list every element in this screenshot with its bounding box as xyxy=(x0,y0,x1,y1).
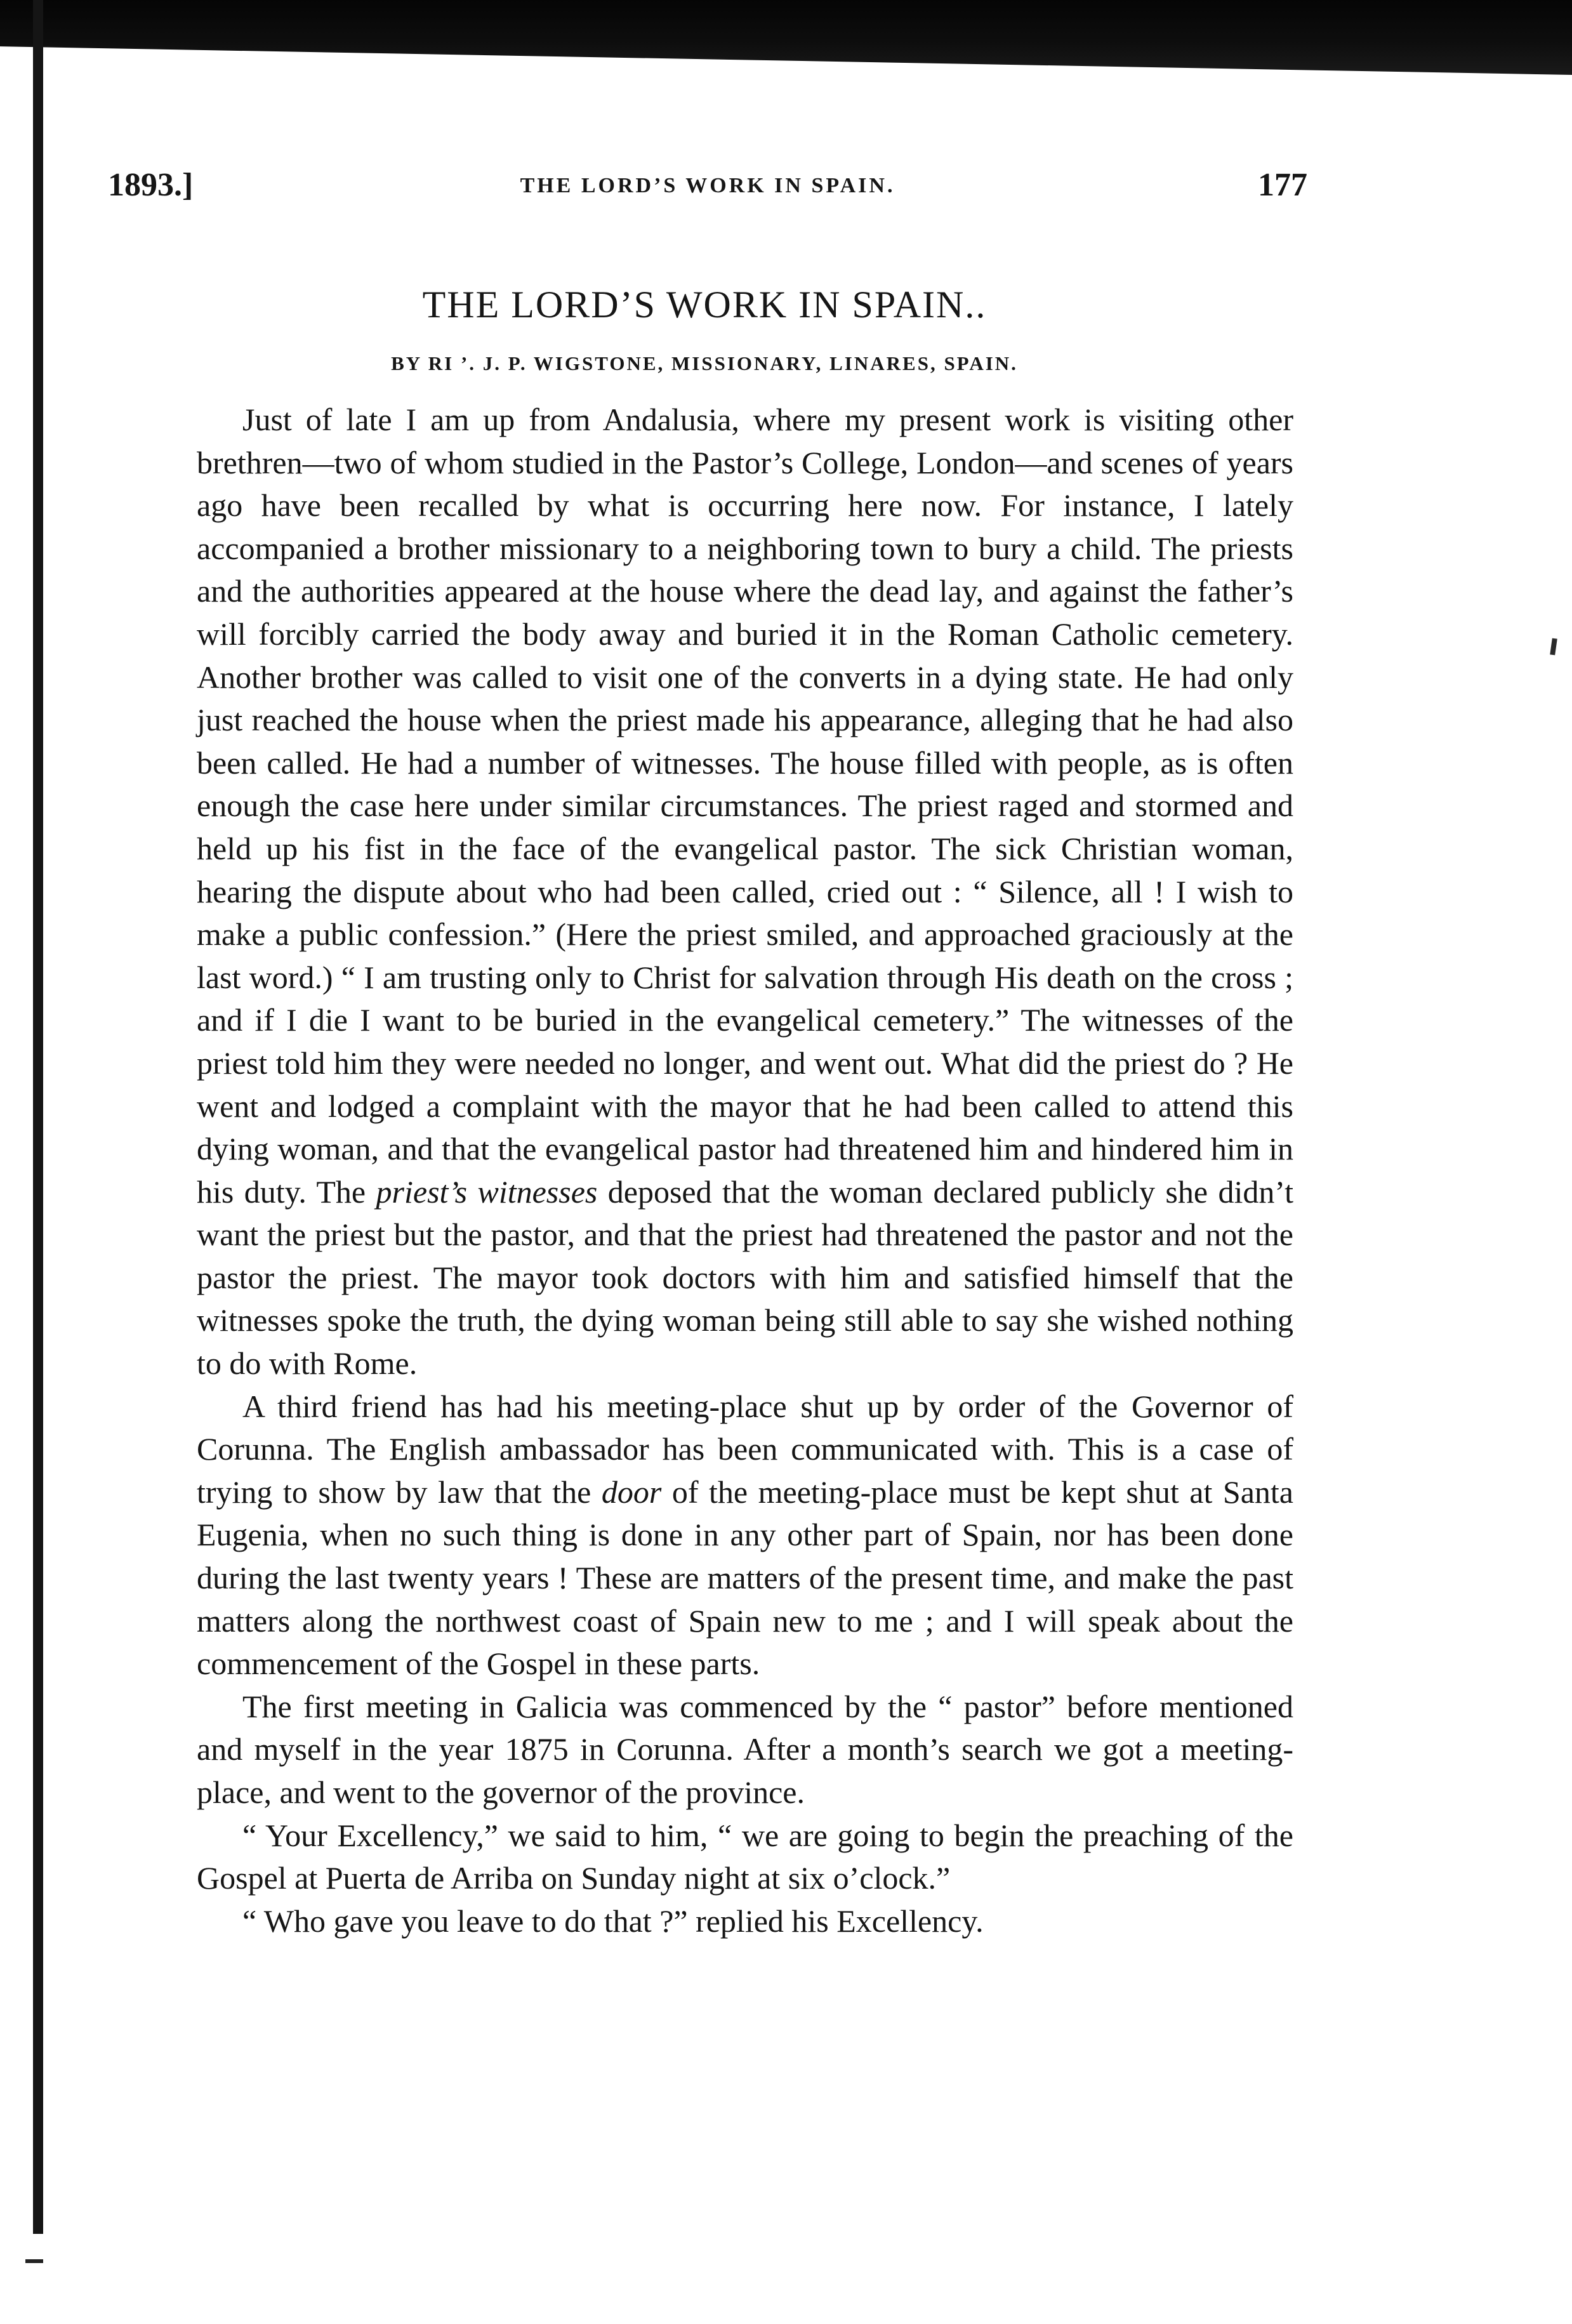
paragraph-5: “ Who gave you leave to do that ?” replied his Excellency. xyxy=(242,1903,984,1939)
paragraph-2-text-a: A third friend has had his meeting-place shut up by order of the Governor of Corunna. The English ambassador has been communicated with. This is a case of trying to show by law that the xyxy=(197,1388,1293,1510)
scan-top-border xyxy=(0,0,1572,75)
article-body xyxy=(197,399,1293,1943)
paragraph-1-italic: priest’s witnesses xyxy=(376,1173,598,1210)
paragraph-1-text-a: Just of late I am up from Andalusia, where my present work is visiting other brethren—two of whom studied in the Pastor’s College, London—and scenes of years ago have been recalled by what is occurring here now. For instance, I lately accompanied a brother missionary to a neighboring town to bury a child. The priests and the authorities appeared at the house where the dead lay, and against the father’s will forcibly carried the body away and buried it in the Roman Catholic cemetery. Another brother was called to visit one of the converts in a dying state. He had only just reached the house when the priest made his appearance, alleging that he had also been called. He had a number of witnesses. The house filled with people, as is often enough the case here under similar circumstances. The priest raged and stormed and held up his fist in the face of the evangelical pastor. The sick Christian woman, hearing the dispute about who had been called, cried out : “ Silence, all ! I wish to make a public confession.” (Here the priest smiled, and approached graciously at the last word.) “ I am trusting only to Christ for salvation through His death on the cross ; and if I die I want to be buried in the evangelical cemetery.” The witnesses of the priest told him they were needed no longer, and went out. What did the priest do ? He went and lodged a complaint with the mayor that he had been called to attend this dying woman, and that the evangelical pastor had threatened him and hindered him in his duty. The xyxy=(197,402,1293,1210)
article-title: THE LORD’S WORK IN SPAIN.. xyxy=(422,284,987,326)
paragraph-2-text-b: of the meeting-place must be kept shut at Santa Eugenia, when no such thing is done in any other part of Spain, nor has been done during the last twenty years ! These are matters of the present time, and make the past matters along the northwest coast of Spain new to me ; and I will speak about the commencement of the Gospel in these parts. xyxy=(197,1474,1293,1682)
paragraph-1-text-b: deposed that the woman declared publicly she didn’t want the priest but the pastor, and that the priest had threatened the pastor and not the pastor the priest. The mayor took doctors with him and satisfied himself that the witnesses spoke the truth, the dying woman being still able to say she wished nothing to do with Rome. xyxy=(197,1173,1293,1382)
scan-left-margin-bar xyxy=(33,0,43,2234)
running-head-title: THE LORD’S WORK IN SPAIN. xyxy=(520,174,895,197)
paragraph-3: The first meeting in Galicia was commenced by the “ pastor” before mentioned and myself in the year 1875 in Corunna. After a month’s search we got a meeting-place, and went to the governor of the province. xyxy=(197,1688,1293,1810)
paragraph-2-italic: door xyxy=(601,1474,662,1510)
paragraph-4: “ Your Excellency,” we said to him, “ we are going to begin the preaching of the Gospel at Puerta de Arriba on Sunday night at six o’clock.” xyxy=(197,1817,1293,1896)
article-byline: BY RI ’. J. P. WIGSTONE, MISSIONARY, LINARES, SPAIN. xyxy=(391,352,1018,374)
running-head xyxy=(108,160,1307,217)
scan-margin-mark xyxy=(25,2259,43,2263)
scan-speck xyxy=(1550,638,1557,656)
paragraph-2 xyxy=(197,1385,1293,1686)
paragraph-1 xyxy=(197,399,1293,1385)
page-number: 177 xyxy=(1258,167,1307,203)
running-head-year: 1893.] xyxy=(108,167,194,203)
